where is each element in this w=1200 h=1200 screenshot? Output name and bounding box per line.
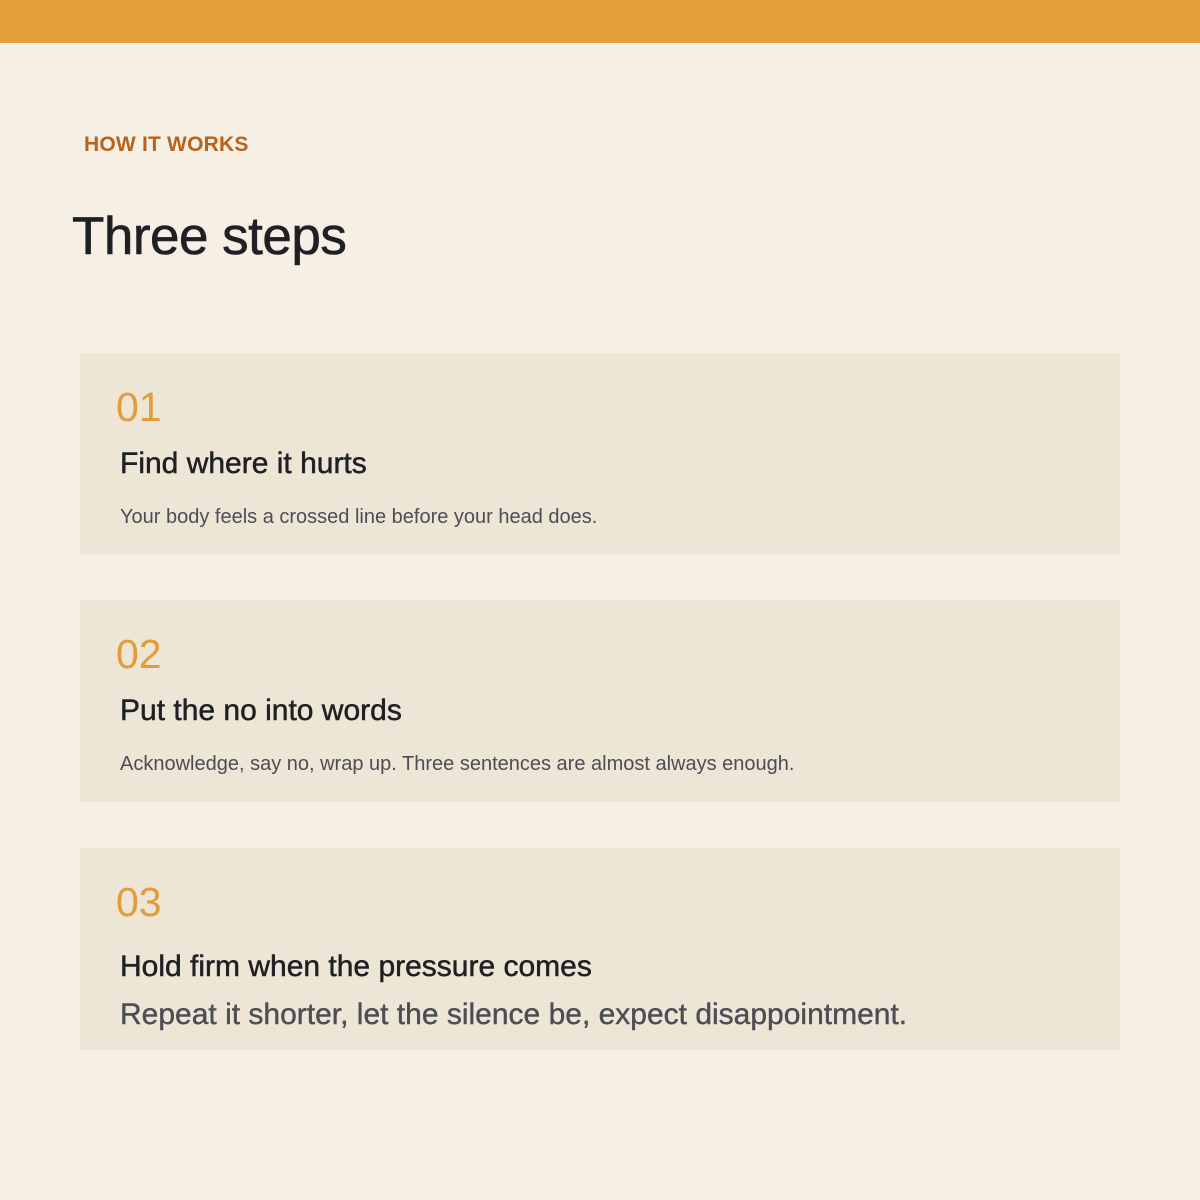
step-number: 01 (116, 384, 162, 430)
page-title: Three steps (72, 207, 347, 266)
top-accent-bar (0, 0, 1200, 43)
section-eyebrow: HOW IT WORKS (84, 133, 249, 156)
step-card (80, 353, 1120, 555)
step-card (80, 848, 1120, 1050)
step-description: Your body feels a crossed line before your head does. (120, 506, 598, 528)
step-title: Find where it hurts (120, 447, 367, 480)
step-title: Put the no into words (120, 694, 402, 727)
step-number: 03 (116, 879, 162, 925)
step-description: Acknowledge, say no, wrap up. Three sentences are almost always enough. (120, 753, 795, 775)
step-card (80, 600, 1120, 802)
step-title: Hold firm when the pressure comes (120, 950, 592, 983)
step-description: Repeat it shorter, let the silence be, expect disappointment. (120, 998, 908, 1031)
step-number: 02 (116, 631, 162, 677)
